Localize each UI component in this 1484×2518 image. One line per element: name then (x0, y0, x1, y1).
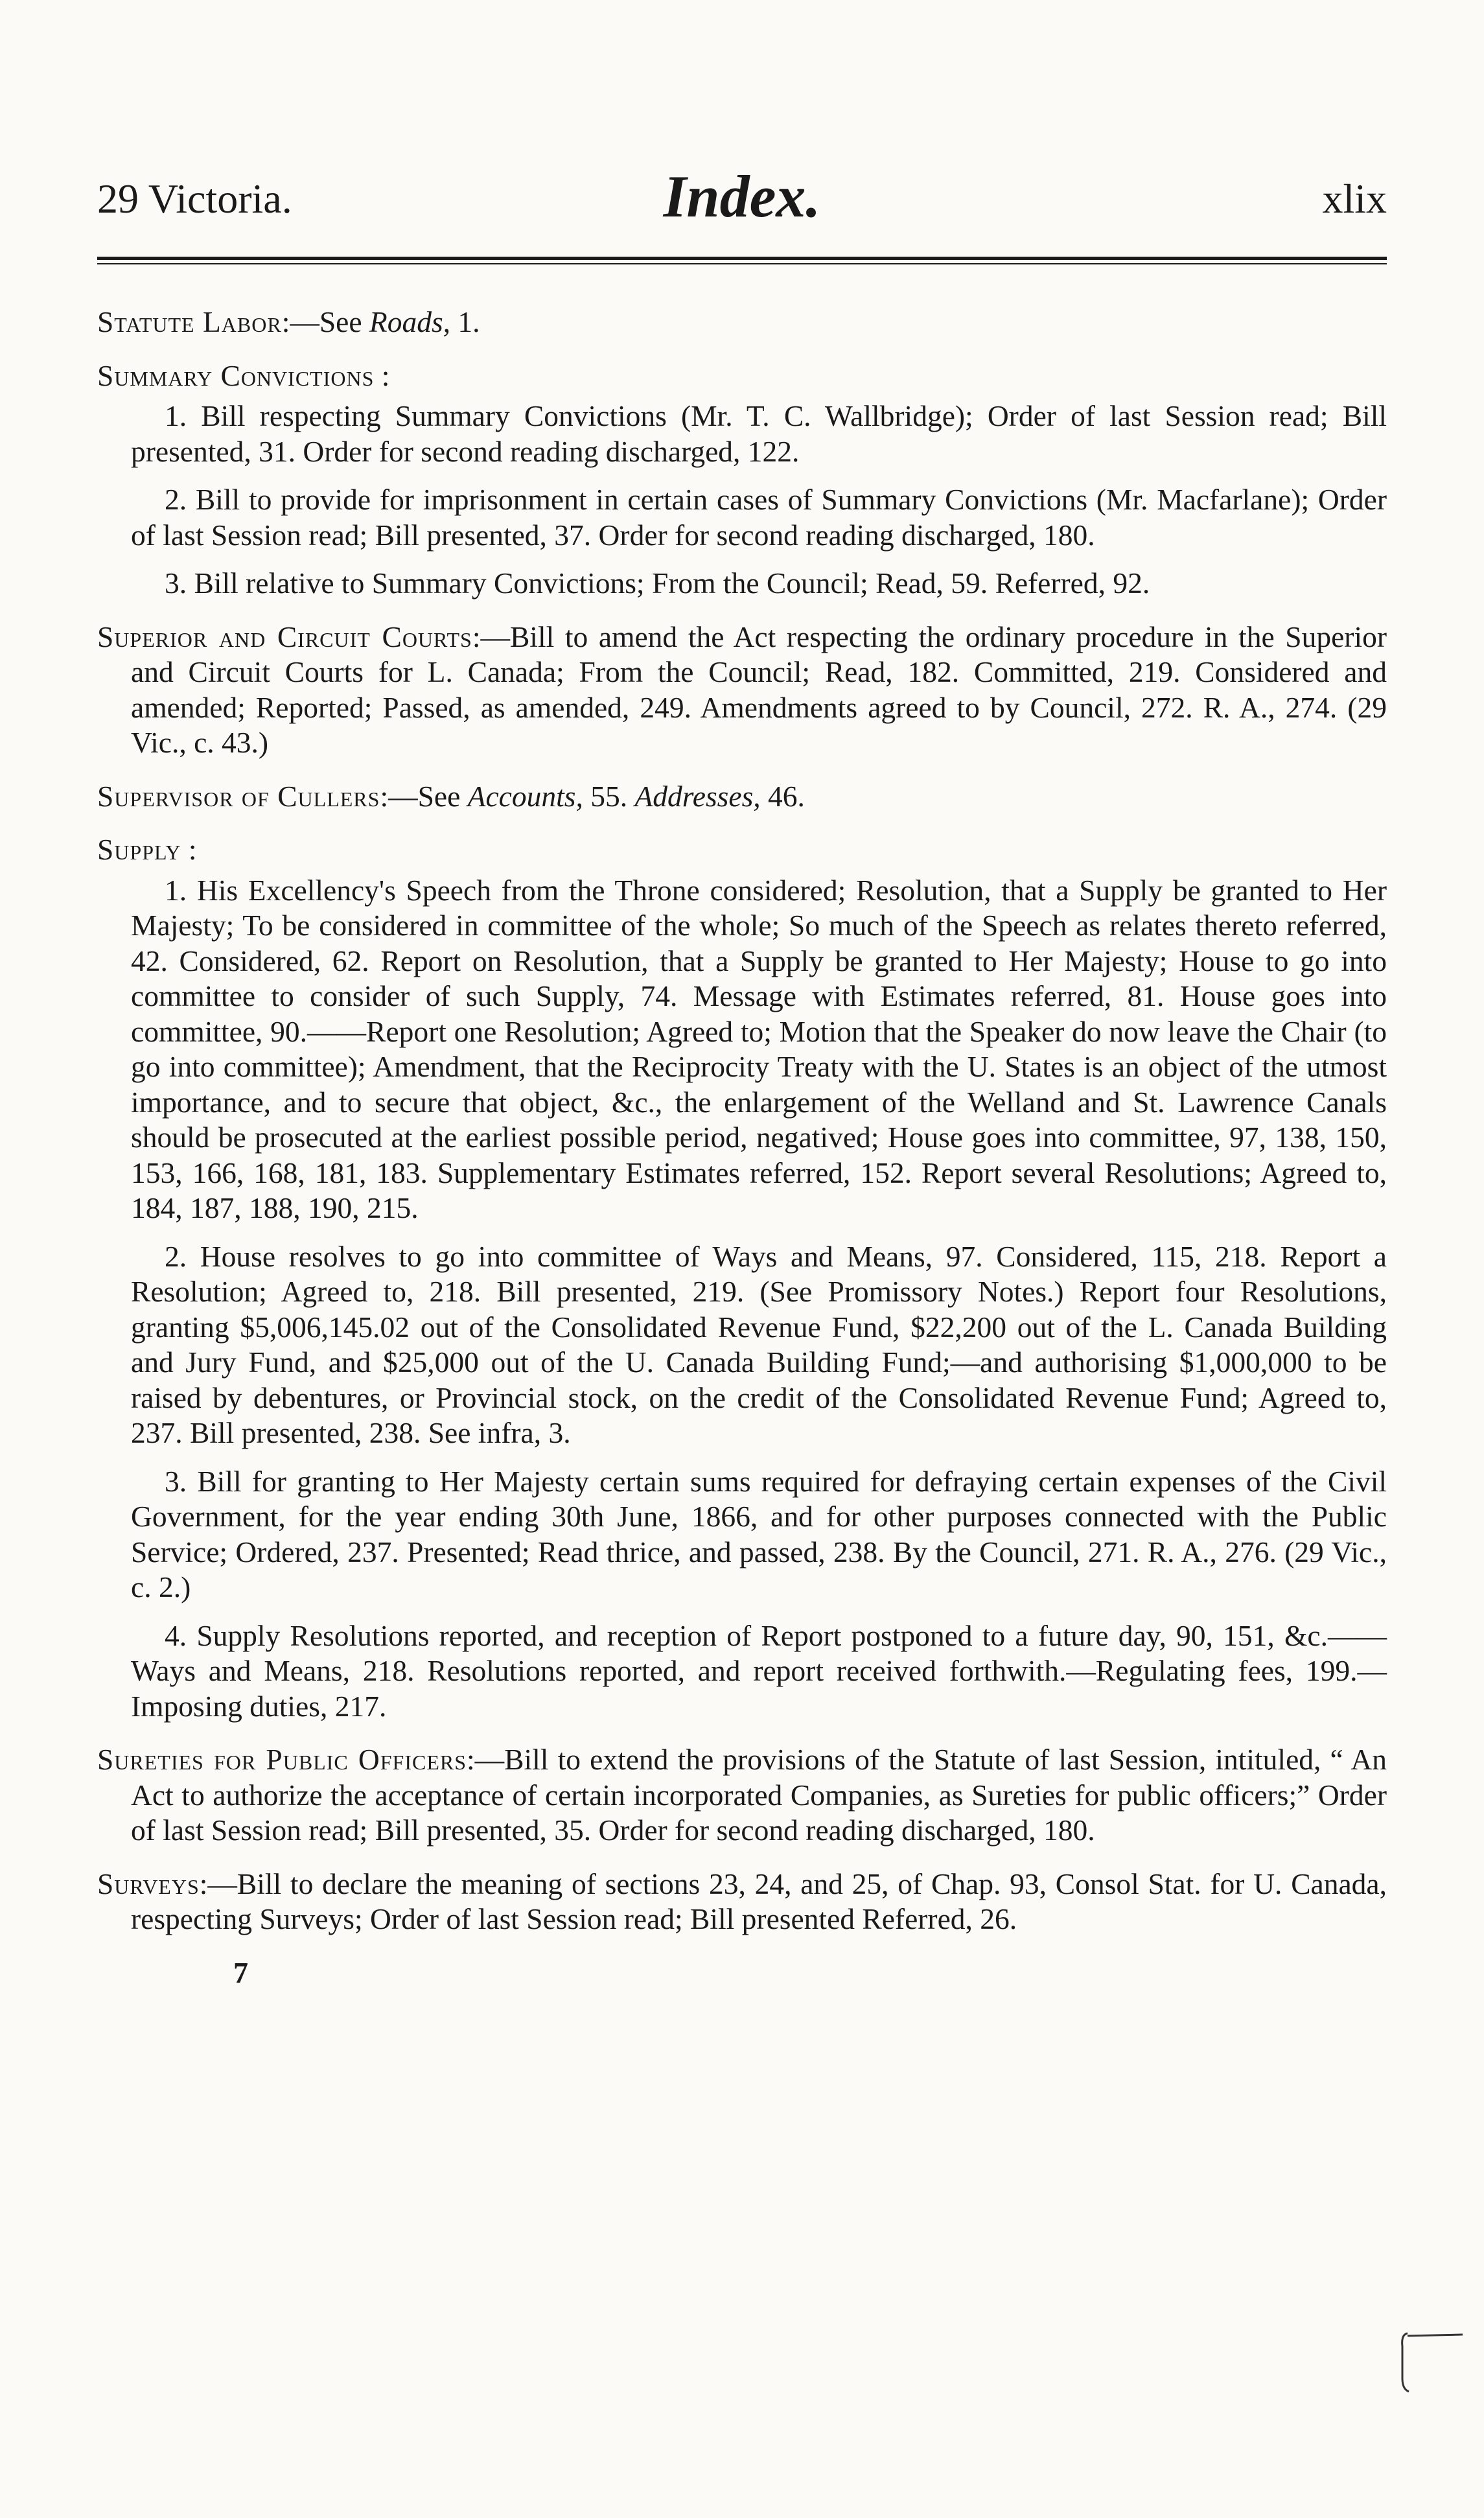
sub-entry: 2. House resolves to go into committee of Ways and Means, 97. Considered, 115, 218. Report a Resolution; Agreed to, 218. Bill presented, 219. (See Promissory Notes.) Report four Resolutions, granting $5,006,145.02 out of the Consolidated Revenue Fund, $22,200 out of the L. Canada Building and Jury Fund, and $25,000 out of the U. Canada Building Fund;—and authorising $1,000,000 to be raised by debentures, or Provincial stock, on the credit of the Consolidated Revenue Fund; Agreed to, 237. Bill presented, 238. See infra, 3. (131, 1239, 1387, 1449)
entry-heading: Statute Labor (97, 305, 282, 338)
index-content (97, 305, 1387, 1990)
running-head-title: Index. (663, 163, 821, 229)
index-entry-supervisor-of-cullers (97, 779, 1387, 815)
entry-heading: Surveys (97, 1867, 200, 1900)
entry-text: :—Bill to extend the provisions of the Statute of last Session, intituled, “ An Act to authorize the acceptance of certain incorporated Companies, as Sureties for public officers;” Order of last Session read; Bill presented, 35. Order for second reading discharged, 180. (131, 1743, 1387, 1847)
index-entry-sureties (97, 1742, 1387, 1848)
entry-text: :—Bill to declare the meaning of sections 23, 24, and 25, of Chap. 93, Consol Stat. for U. Canada, respecting Surveys; Order of last Session read; Bill presented Referred, 26. (131, 1867, 1387, 1935)
entry-text: 1. (450, 305, 480, 338)
entry-heading: Summary Convictions (97, 358, 375, 392)
entry-text: :—Bill to amend the Act respecting the ordinary procedure in the Superior and Circuit Courts for L. Canada; From the Council; Read, 182. Committed, 219. Considered and amended; Reported; Passed, as amended, 249. Amendments agreed to by Council, 272. R. A., 274. (29 Vic., c. 43.) (131, 620, 1387, 759)
index-entry-surveys (97, 1867, 1387, 1937)
sub-entry: 3. Bill relative to Summary Convictions; From the Council; Read, 59. Referred, 92. (165, 566, 1150, 600)
cross-reference: Addresses, (634, 779, 761, 813)
entry-heading: Supply (97, 833, 181, 866)
index-entry-summary-convictions (97, 358, 1387, 601)
entry-text: : (181, 833, 197, 866)
entry-text: :—See (281, 305, 369, 338)
entry-heading: Sureties for Public Officers (97, 1743, 467, 1776)
sub-entry: 3. Bill for granting to Her Majesty certain sums required for defraying certain expenses of the Civil Government, for the year ending 30th June, 1866, and for other purposes connected with the Public Service; Ordered, 237. Presented; Read thrice, and passed, 238. By the Council, 271. R. A., 276. (29 Vic., c. 2.) (131, 1464, 1387, 1603)
entry-text: 55. (583, 779, 635, 813)
sub-entry: 2. Bill to provide for imprisonment in certain cases of Summary Convictions (Mr. Macfarlane); Order of last Session read; Bill presented, 37. Order for second reading discharged, 180. (131, 483, 1387, 552)
margin-bracket-mark (1395, 2327, 1466, 2398)
page-number: xlix (1322, 176, 1387, 222)
entry-text: 46. (760, 779, 805, 813)
running-head-left: 29 Victoria. (97, 176, 292, 222)
signature-mark: 7 (233, 1955, 248, 1989)
cross-reference: Roads, (369, 305, 451, 338)
index-entry-superior-circuit-courts (97, 620, 1387, 761)
header-rule (97, 257, 1387, 264)
entry-text: :—See (380, 779, 468, 813)
entry-heading: Supervisor of Cullers (97, 779, 380, 813)
entry-text: : (374, 358, 390, 392)
sub-entry: 4. Supply Resolutions reported, and reception of Report postponed to a future day, 90, 151, &c.——Ways and Means, 218. Resolutions reported, and report received forthwith.—Regulating fees, 199.—Imposing duties, 217. (131, 1618, 1387, 1723)
index-entry-statute-labor (97, 305, 1387, 340)
sub-entry: 1. His Excellency's Speech from the Throne considered; Resolution, that a Supply be granted to Her Majesty; To be considered in committee of the whole; So much of the Speech as relates thereto referred, 42. Considered, 62. Report on Resolution, that a Supply be granted to Her Majesty; House to go into committee to consider of such Supply, 74. Message with Estimates referred, 81. House goes into committee, 90.——Report one Resolution; Agreed to; Motion that the Speaker do now leave the Chair (to go into committee); Amendment, that the Reciprocity Treaty with the U. States is an object of the utmost importance, and to secure that object, &c., the enlargement of the Welland and St. Lawrence Canals should be prosecuted at the earliest possible period, negatived; House goes into committee, 97, 138, 150, 153, 166, 168, 181, 183. Supplementary Estimates referred, 152. Report several Resolutions; Agreed to, 184, 187, 188, 190, 215. (131, 873, 1387, 1224)
cross-reference: Accounts, (467, 779, 583, 813)
index-page (97, 162, 1387, 1990)
sub-entry: 1. Bill respecting Summary Convictions (Mr. T. C. Wallbridge); Order of last Session read; Bill presented, 31. Order for second reading discharged, 122. (131, 399, 1387, 468)
page-header (97, 162, 1387, 240)
entry-heading: Superior and Circuit Courts (97, 620, 472, 653)
index-entry-supply (97, 832, 1387, 1724)
